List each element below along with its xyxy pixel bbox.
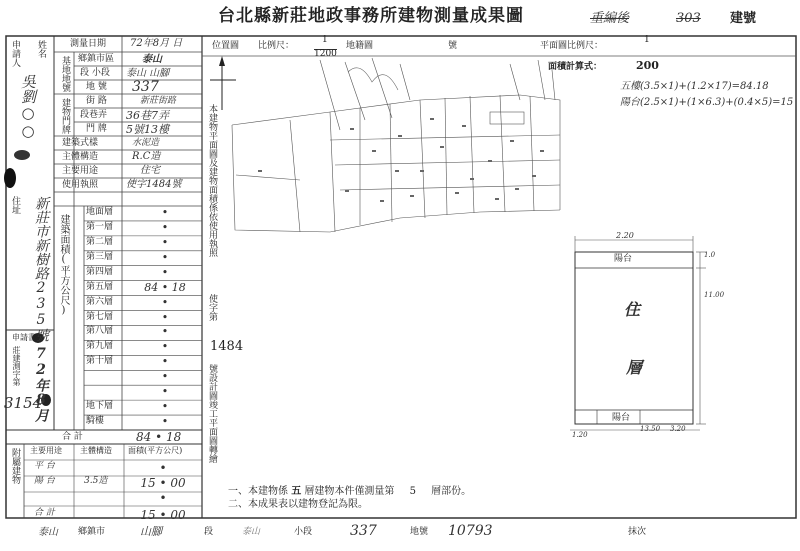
floor-label: 第三層 [86, 251, 114, 262]
floor-label: 第八層 [86, 326, 114, 337]
lot-value: 337 [132, 79, 159, 95]
rebuild-label: 重編後 [590, 11, 630, 26]
plan-right-dimension-1: 1.0 [704, 251, 716, 259]
building-style-label: 建築式樣 [62, 138, 99, 148]
map-parcel-marker [470, 178, 474, 180]
lot-label: 地 號 [86, 82, 107, 92]
main-use-label: 主要用途 [62, 166, 99, 176]
section-label: 段 小段 [80, 68, 110, 78]
rebuild-suffix: 建號 [730, 11, 757, 26]
footer-lot-value: 337 [350, 523, 377, 539]
name-label: 姓名 [36, 40, 46, 58]
map-parcel-marker [488, 160, 492, 162]
door-plate-group-label: 建物門牌 [60, 98, 70, 134]
map-parcel-marker [440, 146, 444, 148]
floor-area-value: • [161, 340, 169, 354]
footer-section-value: 山腳 [140, 525, 162, 538]
formula-line-2: 陽台(2.5×1)+(1×6.3)+(0.4×5)=15 [620, 97, 794, 108]
map-parcel-marker [455, 192, 459, 194]
land-lot-label: 基地地號 [60, 56, 70, 92]
attached-use-value: 合 計 [34, 508, 55, 518]
footer-county-value: 泰山 [38, 527, 58, 538]
plan-floor-label: 層 [626, 358, 643, 377]
floor-area-value: • [161, 400, 169, 414]
map-parcel-marker [420, 170, 424, 172]
floor-label: 第四層 [86, 266, 114, 277]
map-parcel-marker [398, 135, 402, 137]
floor-label: 第六層 [86, 296, 114, 307]
floor-area-value: 84 • 18 [144, 280, 186, 294]
map-parcel-marker [515, 188, 519, 190]
floor-label: 騎樓 [86, 416, 105, 427]
address-label: 住址 [10, 196, 20, 214]
main-use-value: 住宅 [140, 165, 160, 176]
map-parcel-marker [395, 170, 399, 172]
building-style-value: 水泥造 [132, 138, 160, 148]
address-handwriting: 新莊市新樹路235號 [33, 196, 49, 342]
attached-area-value: 15 • 00 [140, 508, 186, 522]
map-parcel-marker [510, 140, 514, 142]
map-parcel-marker [540, 150, 544, 152]
survey-date-label: 測量日期 [70, 39, 107, 49]
attached-use-value: 陽 台 [34, 476, 55, 486]
plan-room-label: 住 [624, 300, 641, 319]
floor-area-value: • [161, 206, 169, 219]
plan-scale-denominator: 200 [636, 59, 659, 72]
township-label: 鄉鎮市區 [78, 54, 115, 64]
footer-note-1 [228, 482, 471, 497]
applicant-label: 申請人 [10, 40, 20, 67]
township-value: 泰山 [142, 54, 162, 65]
floor-area-value: • [161, 310, 169, 324]
lane-value: 36巷7弄 [126, 109, 169, 122]
map-parcel-marker [532, 175, 536, 177]
scale-numerator: 1 [322, 35, 328, 45]
total-label: 合 計 [62, 432, 83, 442]
map-parcel-marker [495, 198, 499, 200]
floor-area-value: • [161, 415, 169, 429]
map-number-label: 號 [448, 41, 458, 51]
area-group-label: 建築面積(平方公尺) [58, 214, 69, 316]
floor-label: 第十層 [86, 356, 114, 367]
section-value: 泰山 山腳 [126, 68, 170, 79]
application-label: 申請書 [12, 333, 36, 342]
footer-note-2: 二、本成果表以建物登記為限。 [228, 499, 368, 510]
footer-building-number: 10793 [448, 523, 493, 539]
note-design-plan: 號設計圖竣工平面圖轉繪 [207, 364, 217, 463]
receipt-number-handwriting: 3154 [4, 394, 43, 412]
map-parcel-marker [430, 118, 434, 120]
floor-label: 地面層 [86, 207, 114, 217]
formula-line-1: 五樓(3.5×1)+(1.2×17)=84.18 [620, 81, 769, 92]
position-map-label: 位置圖 [212, 41, 240, 51]
attached-building-label: 附屬建物 [10, 448, 20, 484]
note-license-prefix: 使字第 [207, 294, 217, 321]
scale-denominator: 1200 [314, 49, 337, 59]
plan-top-room: 陽台 [614, 254, 633, 264]
floor-area-value: • [161, 250, 169, 264]
attached-use-value: 平 台 [34, 461, 55, 471]
cadastral-map-label: 地籍圖 [346, 41, 374, 51]
floor-area-value: • [161, 355, 169, 369]
footer-lot-label: 地號 [410, 527, 429, 537]
note-license-number: 1484 [210, 339, 244, 354]
attached-area-label: 面積(平方公尺) [128, 446, 183, 455]
lane-label: 段巷弄 [80, 110, 108, 120]
owner-handwriting: 吳劉○○ [19, 74, 37, 140]
attached-structure-value: 3.5造 [84, 476, 108, 486]
area-calculation-label: 面積計算式： [548, 62, 603, 72]
receipt-word-label: 莊建測字第 [12, 346, 21, 386]
floor-label: 第七層 [86, 311, 114, 322]
footer-note-1-floor-number: 5 [409, 486, 416, 497]
floor-area-value: • [161, 295, 169, 309]
floor-area-value: • [161, 325, 169, 339]
plan-bottom-dimension-3: 3.20 [670, 425, 686, 433]
license-label: 使用執照 [62, 180, 99, 190]
footer-note-1-suffix: 層部份。 [431, 486, 472, 497]
floor-label: 第九層 [86, 341, 114, 352]
main-structure-label: 主體構造 [62, 152, 99, 162]
map-parcel-marker [345, 190, 349, 192]
footer-note-1-floors: 五 [291, 486, 302, 497]
rebuild-number: 303 [676, 11, 701, 26]
footer-subsection-value: 泰山 [242, 527, 261, 537]
attached-area-value: • [159, 461, 167, 475]
floor-area-value: • [161, 385, 169, 399]
map-parcel-marker [350, 128, 354, 130]
footer-section-label: 段 [204, 527, 214, 537]
floor-area-value: • [161, 220, 169, 234]
main-structure-value: R.C造 [132, 151, 161, 162]
floor-area-value: • [161, 235, 169, 249]
survey-date-value: 72年8月 日 [130, 38, 183, 49]
plan-scale-label: 平面圖比例尺： [540, 41, 604, 51]
floor-label: 第一層 [86, 221, 114, 232]
map-parcel-marker [380, 200, 384, 202]
attached-use-label: 主要用途 [30, 446, 62, 455]
license-value: 使字1484號 [126, 179, 182, 190]
footer-county-label: 鄉鎮市 [78, 527, 106, 537]
map-parcel-marker [462, 125, 466, 127]
footer-subsection-label: 小段 [294, 527, 313, 537]
floor-label: 第二層 [86, 236, 114, 247]
footer-page-label: 抹次 [628, 527, 647, 537]
attached-area-value: 15 • 00 [140, 476, 186, 490]
note-conversion: 本建物平面圖及建物面積係依使用執照 [207, 104, 217, 257]
footer-note-1-prefix: 一、本建物係 [228, 486, 288, 497]
plan-bottom-dimension-1: 1.20 [572, 431, 588, 439]
door-number-value: 5號13樓 [126, 123, 169, 136]
map-parcel-marker [258, 170, 262, 172]
floor-label: 地下層 [86, 401, 114, 412]
attached-area-value: • [159, 491, 167, 505]
plan-bottom-room: 陽台 [612, 413, 631, 423]
map-parcel-marker [410, 195, 414, 197]
receipt-date-handwriting: 72年8月 [33, 346, 49, 422]
street-value: 新莊街路 [140, 96, 177, 106]
plan-right-dimension-2: 11.00 [704, 291, 725, 299]
attached-structure-label: 主體構造 [80, 446, 112, 455]
footer-note-1-middle: 層建物本件僅測量第 [304, 486, 395, 497]
map-parcel-marker [372, 150, 376, 152]
plan-bottom-dimension-2: 13.50 [640, 425, 661, 433]
plan-top-dimension: 2.20 [616, 231, 634, 240]
document-title: 台北縣新莊地政事務所建物測量成果圖 [218, 6, 524, 26]
plan-scale-numerator: 1 [644, 35, 650, 45]
scale-label: 比例尺： [258, 41, 295, 51]
door-number-label: 門 牌 [86, 124, 107, 134]
floor-area-value: • [161, 370, 169, 384]
total-value: 84 • 18 [136, 430, 182, 444]
floor-area-value: • [161, 265, 169, 279]
floor-label: 第五層 [86, 281, 114, 292]
street-label: 街 路 [86, 96, 107, 106]
